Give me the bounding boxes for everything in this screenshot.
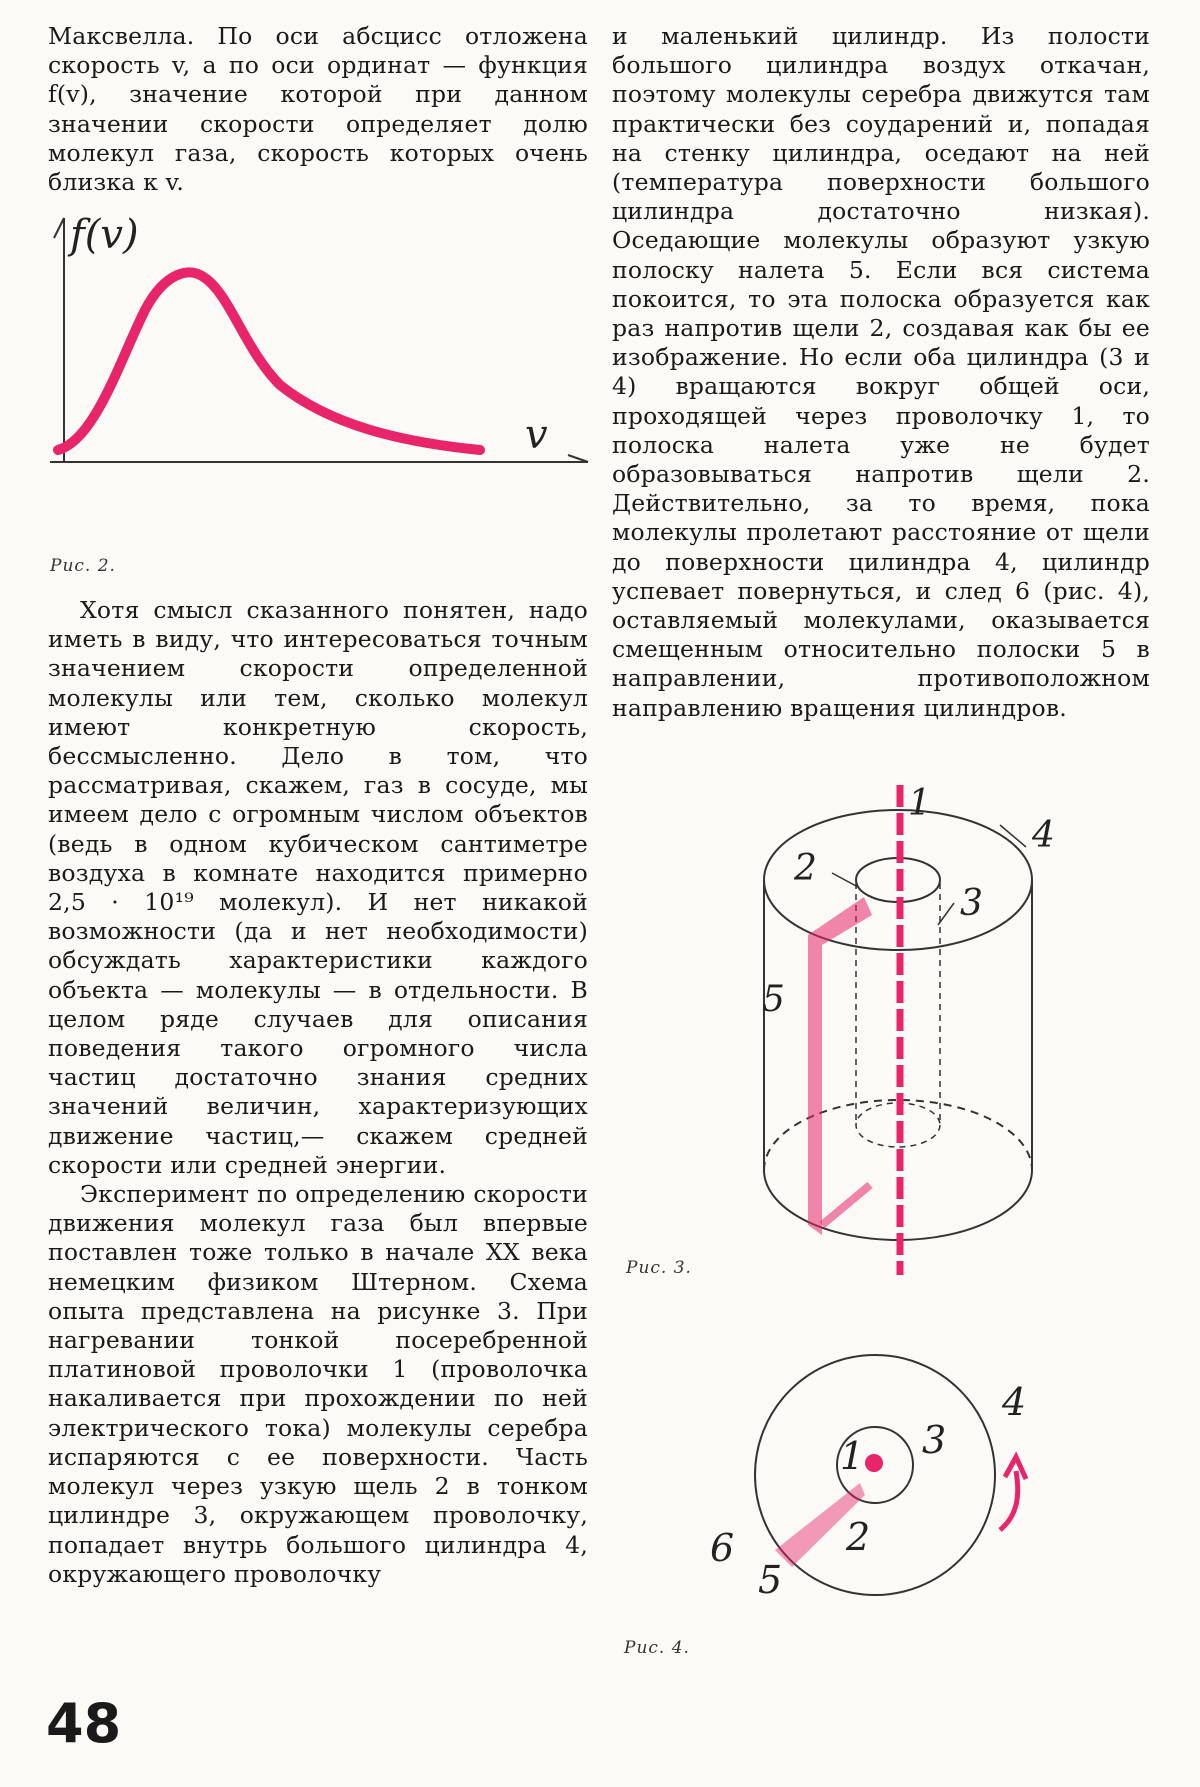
distribution-curve	[58, 272, 480, 450]
fig4-label-3: 3	[922, 1418, 947, 1462]
paragraph-cylinders: и маленький цилиндр. Из полости большого цилиндра воздух откачан, поэтому молекулы серебра движутся там практически без соударений и, попадая на стенку цилиндра, оседают на ней (температура поверхности большого цилиндра достаточно низкая). Оседающие молекулы образуют узкую полоску налета 5. Если вся система покоится, то эта полоска образуется как раз напротив щели 2, создавая как бы ее изображение. Но если оба цилиндра (3 и 4) вращаются вокруг общей оси, проходящей через проволочку 1, то полоска налета уже не будет образовываться напротив щели 2. Действительно, за то время, пока молекулы пролетают расстояние от щели до поверхности цилиндра 4, цилиндр успевает повернуться, и след 6 (рис. 4), оставляемый молекулами, оказывается смещенным относительно полоски 5 в направлении, противоположном направлению вращения цилиндров.	[612, 22, 1150, 722]
figure-3-caption: Рис. 3.	[626, 1258, 692, 1278]
figure-4-caption: Рис. 4.	[624, 1638, 690, 1658]
left-column-lower	[48, 596, 588, 1589]
x-axis-label: v	[525, 412, 548, 458]
paragraph-stern-experiment: Эксперимент по определению скорости движения молекул газа был впервые поставлен тоже только в начале XX века немецким физиком Штерном. Схема опыта представлена на рисунке 3. При нагревании тонкой посеребренной платиновой проволочки 1 (проволочка накаливается при прохождении по ней электрического тока) молекулы серебра испаряются с ее поверхности. Часть молекул через узкую щель 2 в тонком цилиндре 3, окружающем проволочку, попадает внутрь большого цилиндра 4, окружающего проволочку	[48, 1180, 588, 1588]
figure-4-top-view	[700, 1345, 1060, 1645]
figure-3-cylinders	[740, 785, 1070, 1275]
fig4-label-2: 2	[846, 1515, 871, 1559]
fig3-label-5: 5	[762, 979, 785, 1020]
figure-2-caption: Рис. 2.	[50, 556, 116, 576]
fig4-label-6: 6	[710, 1526, 735, 1570]
paragraph-maxwell: Максвелла. По оси абсцисс отложена скорость v, а по оси ординат — функция f(v), значение которой при данном значении скорости определяет долю молекул газа, скорость которых очень близка к v.	[48, 22, 588, 197]
right-column	[612, 22, 1150, 723]
fig4-label-5: 5	[758, 1558, 783, 1602]
fig3-label-1: 1	[908, 783, 931, 824]
figure-2-maxwell-distribution	[40, 200, 600, 540]
y-axis-label: f(v)	[70, 212, 139, 258]
fig3-label-3: 3	[960, 883, 983, 924]
wire-dot	[865, 1454, 883, 1472]
fig4-label-1: 1	[840, 1434, 865, 1478]
rotation-arrow	[1000, 1471, 1018, 1530]
left-column	[48, 22, 588, 197]
fig3-label-2: 2	[794, 848, 817, 889]
paragraph-meaning: Хотя смысл сказанного понятен, надо иметь в виду, что интересоваться точным значением скорости определенной молекулы или тем, сколько молекул имеют конкретную скорость, бессмысленно. Дело в том, что рассматривая, скажем, газ в сосуде, мы имеем дело с огромным числом объектов (ведь в одном кубическом сантиметре воздуха в комнате находится примерно 2,5 · 10¹⁹ молекул). И нет никакой возможности (да и нет необходимости) обсуждать характеристики каждого объекта — молекулы — в отдельности. В целом ряде случаев для описания поведения такого огромного числа частиц достаточно знания средних значений величин, характеризующих движение частиц,— скажем средней скорости или средней энергии.	[48, 596, 588, 1179]
fig3-label-4: 4	[1032, 815, 1055, 856]
page-number: 48	[46, 1692, 122, 1755]
fig4-label-4: 4	[1002, 1380, 1027, 1424]
